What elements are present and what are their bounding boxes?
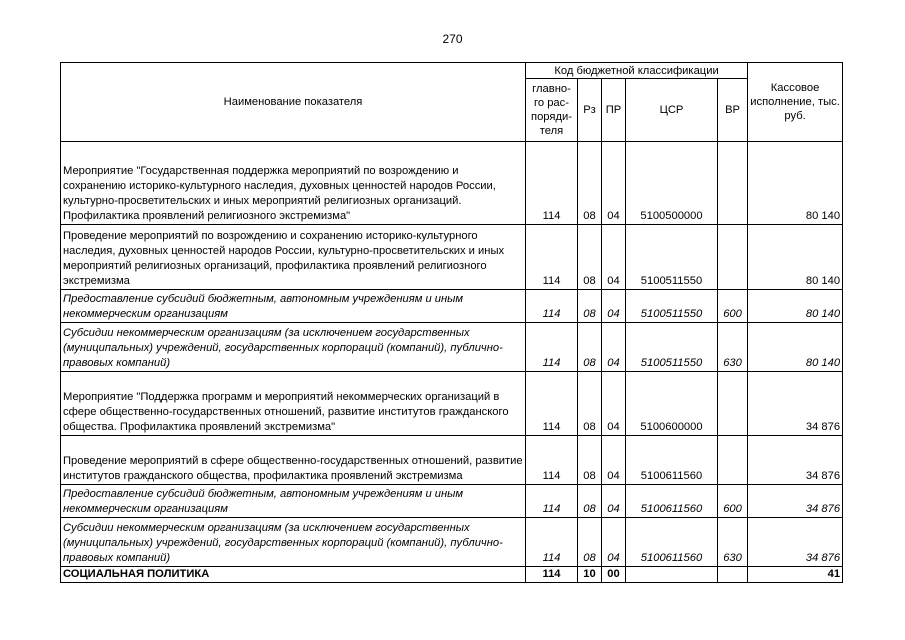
budget-table — [60, 62, 843, 583]
table-row — [61, 142, 843, 225]
row-sum-cell: 80 140 — [748, 290, 843, 323]
row-name-cell: Субсидии некоммерческим организациям (за исключением государственных (муниципальных) учреждений, государственных корпораций (компаний), публично-правовых компаний) — [61, 323, 526, 372]
row-vr-cell: 600 — [718, 290, 748, 323]
row-csr-cell: 5100611560 — [626, 436, 718, 485]
row-pr-cell: 00 — [602, 567, 626, 583]
row-glavny-cell: 114 — [526, 518, 578, 567]
header-vr: ВР — [718, 79, 748, 142]
row-rz-cell: 08 — [578, 372, 602, 436]
row-csr-cell: 5100511550 — [626, 290, 718, 323]
row-name-cell: Предоставление субсидий бюджетным, автономным учреждениям и иным некоммерческим организациям — [61, 290, 526, 323]
row-rz-cell: 08 — [578, 225, 602, 290]
row-pr-cell: 04 — [602, 225, 626, 290]
row-csr-cell: 5100611560 — [626, 485, 718, 518]
row-pr-cell: 04 — [602, 372, 626, 436]
header-glavny: главно-го рас-поряди-теля — [526, 79, 578, 142]
row-rz-cell: 08 — [578, 485, 602, 518]
row-sum-cell: 80 140 — [748, 225, 843, 290]
row-glavny-cell: 114 — [526, 142, 578, 225]
table-row — [61, 485, 843, 518]
page-number: 270 — [442, 32, 463, 46]
row-rz-cell: 08 — [578, 436, 602, 485]
row-pr-cell: 04 — [602, 518, 626, 567]
row-vr-cell — [718, 225, 748, 290]
row-sum-cell: 34 876 — [748, 485, 843, 518]
row-name-cell: Субсидии некоммерческим организациям (за исключением государственных (муниципальных) учреждений, государственных корпораций (компаний), публично-правовых компаний) — [61, 518, 526, 567]
row-glavny-cell: 114 — [526, 485, 578, 518]
row-glavny-cell: 114 — [526, 225, 578, 290]
row-vr-cell — [718, 372, 748, 436]
row-pr-cell: 04 — [602, 323, 626, 372]
row-csr-cell: 5100511550 — [626, 225, 718, 290]
row-csr-cell: 5100611560 — [626, 518, 718, 567]
row-pr-cell: 04 — [602, 485, 626, 518]
table-row — [61, 323, 843, 372]
header-rz: Рз — [578, 79, 602, 142]
table-row — [61, 290, 843, 323]
row-glavny-cell: 114 — [526, 323, 578, 372]
row-glavny-cell: 114 — [526, 436, 578, 485]
row-name-cell: Мероприятие "Государственная поддержка мероприятий по возрождению и сохранению историко-культурного наследия, духовных ценностей народов России, культурно-просветительских и иных мероприятий религиозных организаций. Профилактика проявлений религиозного экстремизма" — [61, 142, 526, 225]
table-row — [61, 567, 843, 583]
row-name-cell: СОЦИАЛЬНАЯ ПОЛИТИКА — [61, 567, 526, 583]
header-pr: ПР — [602, 79, 626, 142]
row-name-cell: Проведение мероприятий по возрождению и сохранению историко-культурного наследия, духовных ценностей народов России, культурно-просветительских и иных мероприятий религиозных организаций, профилактика проявлений религиозного экстремизма — [61, 225, 526, 290]
header-name: Наименование показателя — [61, 63, 526, 142]
row-csr-cell — [626, 567, 718, 583]
row-rz-cell: 08 — [578, 142, 602, 225]
row-glavny-cell: 114 — [526, 567, 578, 583]
row-vr-cell — [718, 567, 748, 583]
row-pr-cell: 04 — [602, 436, 626, 485]
row-vr-cell — [718, 436, 748, 485]
row-rz-cell: 08 — [578, 323, 602, 372]
row-sum-cell: 34 876 — [748, 372, 843, 436]
row-sum-cell: 80 140 — [748, 142, 843, 225]
row-glavny-cell: 114 — [526, 290, 578, 323]
row-name-cell: Проведение мероприятий в сфере общественно-государственных отношений, развитие институтов гражданского общества, профилактика проявлений экстремизма — [61, 436, 526, 485]
row-name-cell: Мероприятие "Поддержка программ и мероприятий некоммерческих организаций в сфере общественно-государственных отношений, развитие институтов гражданского общества. Профилактика проявлений экстремизма" — [61, 372, 526, 436]
row-sum-cell: 34 876 — [748, 436, 843, 485]
header-code-group: Код бюджетной классификации — [526, 63, 748, 79]
row-csr-cell: 5100600000 — [626, 372, 718, 436]
row-pr-cell: 04 — [602, 142, 626, 225]
header-total: Кассовое исполнение, тыс. руб. — [748, 63, 843, 142]
row-rz-cell: 08 — [578, 518, 602, 567]
row-pr-cell: 04 — [602, 290, 626, 323]
row-glavny-cell: 114 — [526, 372, 578, 436]
row-name-cell: Предоставление субсидий бюджетным, автономным учреждениям и иным некоммерческим организациям — [61, 485, 526, 518]
row-rz-cell: 10 — [578, 567, 602, 583]
table-row — [61, 225, 843, 290]
row-sum-cell: 80 140 — [748, 323, 843, 372]
row-sum-cell: 34 876 — [748, 518, 843, 567]
row-csr-cell: 5100511550 — [626, 323, 718, 372]
table-row — [61, 372, 843, 436]
header-csr: ЦСР — [626, 79, 718, 142]
row-csr-cell: 5100500000 — [626, 142, 718, 225]
table-body — [61, 142, 843, 583]
row-vr-cell — [718, 142, 748, 225]
table-row — [61, 518, 843, 567]
row-vr-cell: 600 — [718, 485, 748, 518]
row-vr-cell: 630 — [718, 518, 748, 567]
table-row — [61, 436, 843, 485]
row-sum-cell: 41 — [748, 567, 843, 583]
row-vr-cell: 630 — [718, 323, 748, 372]
row-rz-cell: 08 — [578, 290, 602, 323]
